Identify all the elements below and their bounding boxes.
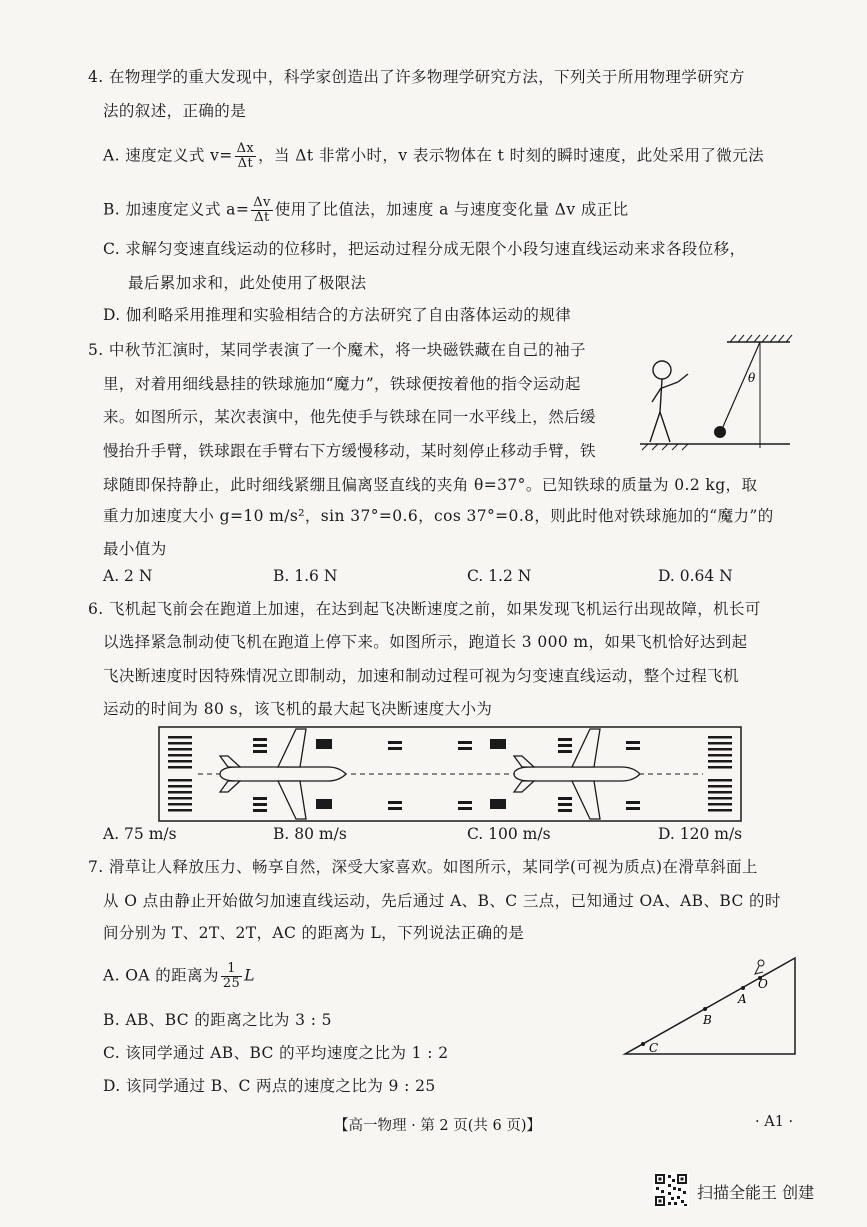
q4-a-denominator: Δt xyxy=(237,156,254,171)
pendulum-string xyxy=(722,342,760,429)
q4-b-fraction xyxy=(251,196,273,225)
q7-a-prefix: A. OA 的距离为 xyxy=(103,966,219,985)
q5-stem-line-2: 里，对着用细线悬挂的铁球施加“魔力”，铁球便按着他的指令运动起 xyxy=(103,375,581,393)
slope-triangle xyxy=(625,958,795,1054)
q4-a-fraction xyxy=(235,142,257,171)
q6-option-a: A. 75 m/s xyxy=(103,825,177,843)
page-footer-center: 【高一物理 · 第 2 页(共 6 页)】 xyxy=(334,1118,542,1134)
q7-a-fraction xyxy=(221,962,242,991)
point-c xyxy=(641,1042,645,1046)
qr-code-icon xyxy=(653,1172,689,1208)
ground-hatch xyxy=(642,444,688,450)
q4-option-a xyxy=(103,142,764,171)
q5-pendulum-figure xyxy=(630,330,800,455)
q4-option-d: D. 伽利略采用推理和实验相结合的方法研究了自由落体运动的规律 xyxy=(103,306,572,324)
runway-threshold-left xyxy=(168,736,192,812)
point-a xyxy=(741,986,745,990)
q6-runway-figure xyxy=(158,726,743,822)
q7-stem-line-3: 间分别为 T、2T、2T，AC 的距离为 L，下列说法正确的是 xyxy=(103,924,525,942)
runway-threshold-right xyxy=(708,736,732,812)
page-footer-code: · A1 · xyxy=(755,1114,794,1130)
q4-stem-line-2: 法的叙述，正确的是 xyxy=(103,102,247,120)
iron-ball xyxy=(714,426,726,438)
q5-stem-line-7: 最小值为 xyxy=(103,540,167,558)
q5-option-b: B. 1.6 N xyxy=(273,567,338,585)
q4-option-b xyxy=(103,196,629,225)
q4-b-denominator: Δt xyxy=(254,210,270,225)
q7-slope-figure xyxy=(605,950,805,1060)
q5-stem-line-5: 球随即保持静止，此时细线紧绷且偏离竖直线的夹角 θ=37°。已知铁球的质量为 0.2 kg，取 xyxy=(103,476,758,494)
q4-option-c-line-1: C. 求解匀变速直线运动的位移时，把运动过程分成无限个小段匀速直线运动来求各段位移， xyxy=(103,240,746,258)
label-o: O xyxy=(758,977,768,991)
q5-stem-line-4: 慢抬升手臂，铁球跟在手臂右下方缓慢移动，某时刻停止移动手臂，铁 xyxy=(103,442,596,460)
q5-stem-line-3: 来。如图所示，某次表演中，他先使手与铁球在同一水平线上，然后缓 xyxy=(103,408,596,426)
point-b xyxy=(703,1007,707,1011)
q7-option-c: C. 该同学通过 AB、BC 的平均速度之比为 1 : 2 xyxy=(103,1044,449,1062)
q4-a-numerator: Δx xyxy=(236,141,255,156)
q6-option-d: D. 120 m/s xyxy=(658,825,743,843)
q4-option-c-line-2: 最后累加求和，此处使用了极限法 xyxy=(128,274,367,292)
q6-stem-line-4: 运动的时间为 80 s，该飞机的最大起飞决断速度大小为 xyxy=(103,700,493,718)
q6-stem-line-2: 以选择紧急制动使飞机在跑道上停下来。如图所示，跑道长 3 000 m，如果飞机恰好达到起 xyxy=(103,633,748,651)
q5-option-a: A. 2 N xyxy=(103,567,153,585)
stick-person-icon xyxy=(650,361,688,442)
q7-option-d: D. 该同学通过 B、C 两点的速度之比为 9 : 25 xyxy=(103,1077,436,1095)
q7-option-b: B. AB、BC 的距离之比为 3 : 5 xyxy=(103,1011,332,1029)
q7-a-numerator: 1 xyxy=(221,962,242,977)
airplane-icon-right xyxy=(514,729,640,819)
slider-person-icon xyxy=(755,960,764,974)
label-a: A xyxy=(738,992,747,1006)
q5-stem-line-6: 重力加速度大小 g=10 m/s²，sin 37°=0.6，cos 37°=0.8，则此时他对铁球施加的“魔力”的 xyxy=(103,507,774,525)
q4-b-numerator: Δv xyxy=(253,195,271,210)
q7-a-suffix: L xyxy=(244,966,255,985)
q5-option-c: C. 1.2 N xyxy=(467,567,532,585)
q6-option-c: C. 100 m/s xyxy=(467,825,551,843)
ceiling-hatch xyxy=(730,335,792,342)
q4-b-prefix: B. 加速度定义式 a= xyxy=(103,200,250,219)
label-c: C xyxy=(649,1041,659,1055)
q7-a-denominator: 25 xyxy=(222,976,241,991)
q5-option-d: D. 0.64 N xyxy=(658,567,733,585)
label-b: B xyxy=(703,1013,712,1027)
q6-option-b: B. 80 m/s xyxy=(273,825,347,843)
q6-stem-line-3: 飞决断速度时因特殊情况立即制动，加速和制动过程可视为匀变速直线运动，整个过程飞机 xyxy=(103,667,740,685)
q4-a-prefix: A. 速度定义式 v= xyxy=(103,146,233,165)
q6-stem-line-1: 6. 飞机起飞前会在跑道上加速，在达到起飞决断速度之前，如果发现飞机运行出现故障，机长可 xyxy=(88,600,761,618)
q4-a-suffix: ，当 Δt 非常小时，v 表示物体在 t 时刻的瞬时速度，此处采用了微元法 xyxy=(258,146,765,165)
q5-stem-line-1: 5. 中秋节汇演时，某同学表演了一个魔术，将一块磁铁藏在自己的袖子 xyxy=(88,341,586,359)
q4-stem-line-1: 4. 在物理学的重大发现中，科学家创造出了许多物理学研究方法，下列关于所用物理学研究方 xyxy=(88,68,745,86)
theta-label: θ xyxy=(748,371,756,385)
scanner-watermark: 扫描全能王 创建 xyxy=(697,1183,815,1202)
q7-option-a xyxy=(103,962,255,991)
q7-stem-line-1: 7. 滑草让人释放压力、畅享自然，深受大家喜欢。如图所示，某同学(可视为质点)在滑草斜面上 xyxy=(88,858,758,876)
q7-stem-line-2: 从 O 点由静止开始做匀加速直线运动，先后通过 A、B、C 三点，已知通过 OA、AB、BC 的时 xyxy=(103,892,781,910)
q4-b-suffix: 使用了比值法，加速度 a 与速度变化量 Δv 成正比 xyxy=(274,200,629,219)
